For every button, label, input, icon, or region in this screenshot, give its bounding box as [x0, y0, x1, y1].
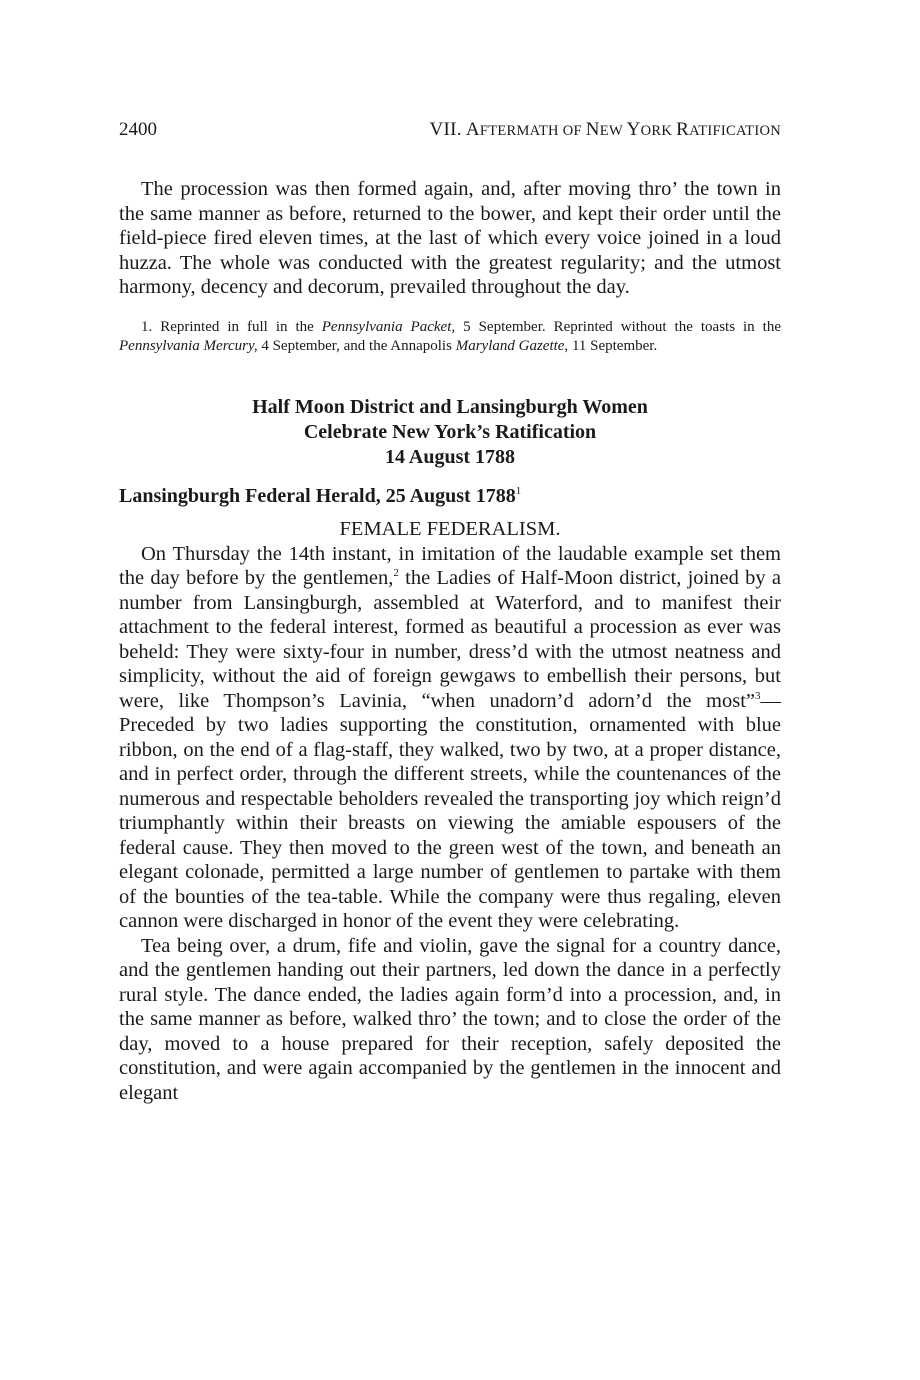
document-heading [119, 395, 781, 470]
document-page [119, 118, 781, 1105]
footnote: 1. Reprinted in full in the Pennsylvania Packet, 5 September. Reprinted without the toasts in the Pennsylvania Mercury, 4 September, and the Annapolis Maryland Gazette, 11 September. [119, 318, 781, 354]
running-head [119, 118, 781, 143]
article [119, 517, 781, 1106]
footnote-ref: 2 [393, 567, 399, 579]
article-paragraph-2: Tea being over, a drum, fife and violin, gave the signal for a country dance, and the gentlemen handing out their partners, led down the dance in a perfectly rural style. The dance ended, the ladies again form’d into a procession, and, in the same manner as before, walked thro’ the town; and to close the order of the day, moved to a house prepared for their reception, safely deposited the constitution, and were again accompanied by the gentlemen in the innocent and elegant [119, 934, 781, 1104]
article-title: FEMALE FEDERALISM. [339, 517, 561, 540]
heading-line-3: 14 August 1788 [384, 445, 516, 468]
source-line: Lansingburgh Federal Herald, 25 August 1788$^1$ [119, 484, 522, 507]
article-paragraph-1: On Thursday the 14th instant, in imitation of the laudable example set them the day before by the gentlemen,$^2$ the Ladies of Half-Moon district, joined by a number from Lansingburgh, assembled at Waterford, and to manifest their attachment to the federal interest, formed as beautiful a procession as ever was beheld: They were sixty-four in number, dress’d with the utmost neatness and simplicity, without the aid of foreign gewgaws to embellish their persons, but were, like Thompson’s Lavinia, “when unadorn’d adorn’d the most”$^3$—Preceded by two ladies supporting the constitution, ornamented with blue ribbon, on the end of a flag-staff, they walked, two by two, at a proper distance, and in perfect order, through the different streets, while the countenances of the numerous and respectable beholders revealed the transporting joy which reign’d triumphantly within their breasts on viewing the amiable espousers of the federal cause. They then moved to the green west of the town, and beneath an elegant colonade, permitted a large number of gentlemen to partake with them of the bounties of the tea-table. While the company were thus regaling, eleven cannon were discharged in honor of the event they were celebrating. [119, 542, 781, 932]
page-number: 2400 [119, 119, 157, 140]
footnote-ref: 1 [515, 484, 522, 497]
intro-paragraph: The procession was then formed again, and, after moving thro’ the town in the same manner as before, returned to the bower, and kept their order until the field-piece fired eleven times, at the last of which every voice joined in a loud huzza. The whole was conducted with the greatest regularity; and the utmost harmony, decency and decorum, prevailed throughout the day. [119, 178, 781, 298]
heading-line-1: Half Moon District and Lansingburgh Women [252, 395, 648, 418]
heading-line-2: Celebrate New York’s Ratification [303, 420, 597, 443]
footnote-ref: 3 [755, 689, 761, 702]
running-title: VII. AFTERMATH OF NEW YORK RATIFICATION [429, 119, 781, 140]
